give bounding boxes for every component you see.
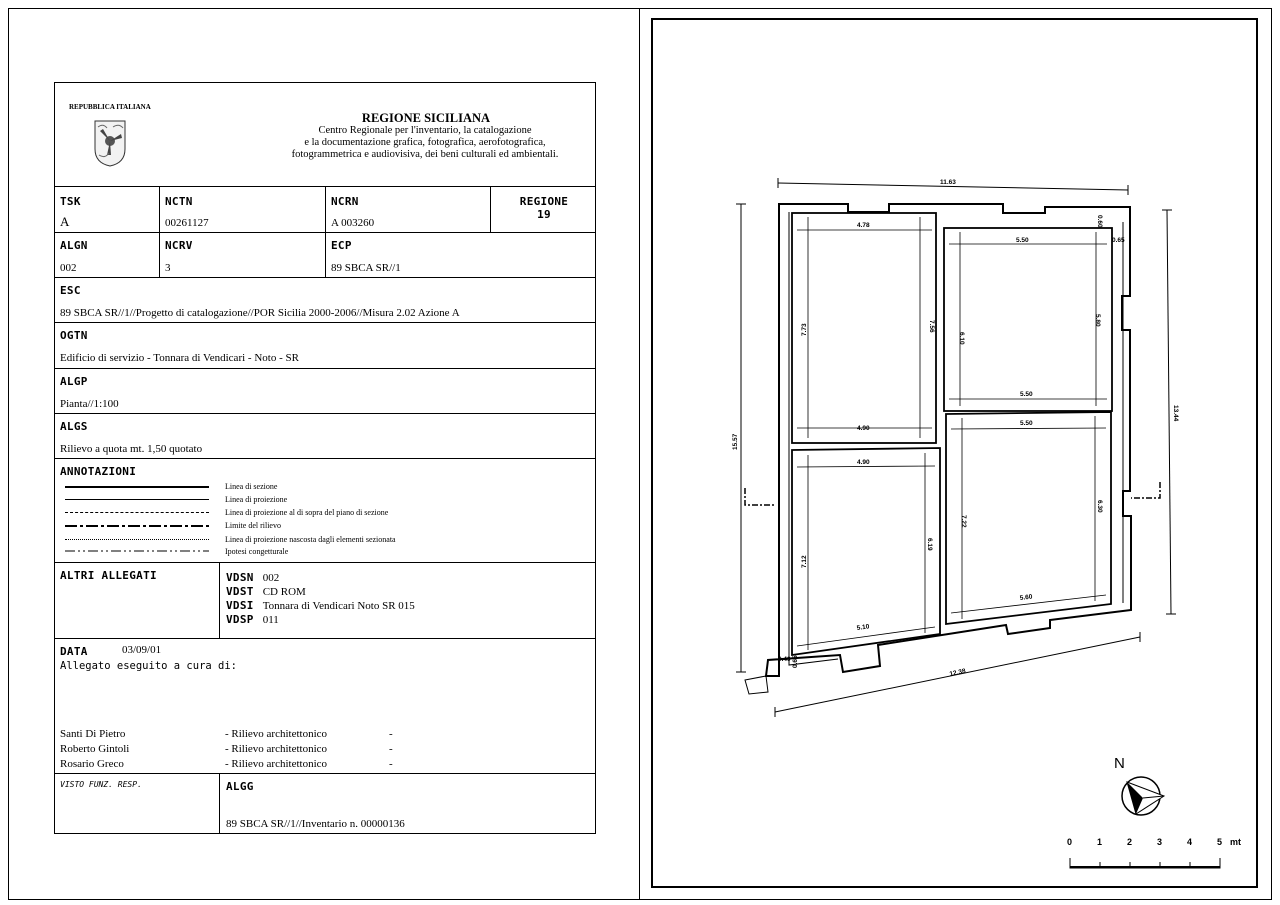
scale-label-4: 4 [1187,837,1193,847]
regione-label: REGIONE [519,195,569,208]
legend-text-proiezione: Linea di proiezione [225,495,288,504]
visto-label: VISTO FUNZ. RESP. [60,780,142,789]
algn-label: ALGN [60,239,88,252]
dim-r1-bottom: 4.90 [857,425,870,432]
algs-label: ALGS [60,420,88,433]
person-role-3: - Rilievo architettonico [225,758,328,770]
data-label: DATA [60,645,88,658]
esc-label: ESC [60,284,81,297]
scale-label-0: 0 [1067,837,1073,847]
ncrv-value: 3 [165,262,171,274]
scale-label-1: 1 [1097,837,1103,847]
annotazioni-label: ANNOTAZIONI [60,465,137,478]
algg-label: ALGG [226,780,254,793]
dim-r2-left: 6.10 [958,332,965,345]
vdsi-value: Tonnara di Vendicari Noto SR 015 [262,600,415,612]
dim-wall-tr2: 0.60 [1096,215,1103,228]
header-line-3: fotogrammetrica e audiovisiva, dei beni culturali ed ambientali. [291,149,559,160]
legend-text-sezione: Linea di sezione [225,482,278,491]
dim-r3-bottom: 5.10 [856,623,870,632]
tsk-label: TSK [60,195,81,208]
ncrn-label: NCRN [331,195,359,208]
dim-top-total: 11.63 [940,179,956,186]
north-arrow-icon [1122,777,1164,815]
tsk-value: A [60,214,70,229]
north-label: N [1114,755,1125,772]
legend-text-ipotesi: Ipotesi congetturale [225,547,289,556]
ecp-label: ECP [331,239,352,252]
person-name-3: Rosario Greco [60,758,124,770]
ogtn-value: Edificio di servizio - Tonnara di Vendicari - Noto - SR [60,352,299,364]
header-line-2: e la documentazione grafica, fotografica, aerofotografica, [304,137,546,148]
ecp-value: 89 SBCA SR//1 [331,262,401,274]
person-extra-2: - [389,743,393,755]
legend-text-sopra: Linea di proiezione al di sopra del piano di sezione [225,508,389,517]
dim-wall-tr: 0.65 [1112,237,1125,244]
dim-r4-right: 6.30 [1096,500,1103,513]
nctn-label: NCTN [165,195,193,208]
person-name-2: Roberto Gintoli [60,743,130,755]
dim-r4-top: 5.50 [1020,420,1033,427]
dim-r1-left: 7.73 [801,323,808,336]
dim-r2-top: 5.50 [1016,237,1029,244]
vdsp-value: 011 [262,614,279,626]
person-role-2: - Rilievo architettonico [225,743,328,755]
algs-value: Rilievo a quota mt. 1,50 quotato [60,443,203,455]
esc-value: 89 SBCA SR//1//Progetto di catalogazione//POR Sicilia 2000-2006//Misura 2.02 Azione A [60,307,460,319]
region-title: REGIONE SICILIANA [361,111,491,125]
algp-value: Pianta//1:100 [60,398,119,410]
algg-value: 89 SBCA SR//1//Inventario n. 00000136 [226,818,405,830]
dim-r4-bottom: 5.60 [1019,593,1033,602]
header-line-1: Centro Regionale per l'inventario, la catalogazione [318,125,532,136]
vdsp-key: VDSP [226,613,254,626]
algn-value: 002 [60,262,77,274]
dim-wall-bl2: 0.65 [792,655,799,668]
dim-r3-top: 4.90 [857,459,870,466]
person-name-1: Santi Di Pietro [60,728,126,740]
algp-label: ALGP [60,375,88,388]
dim-r3-right: 6.19 [926,538,933,551]
room-1 [792,213,936,443]
legend-text-limite: Limite del rilievo [225,521,281,530]
dim-r2-bottom: 5.50 [1020,391,1033,398]
vdsn-value: 002 [262,572,280,584]
ncrv-label: NCRV [165,239,193,252]
room-4 [946,412,1111,624]
dim-r3-left: 7.12 [801,555,808,568]
scale-label-5: 5 [1217,837,1223,847]
person-extra-1: - [389,728,393,740]
dim-left-total: 15.57 [732,433,739,450]
vdsn-key: VDSN [226,571,254,584]
data-note: Allegato eseguito a cura di: [60,660,238,672]
scale-bar [1070,858,1220,868]
person-role-1: - Rilievo architettonico [225,728,328,740]
scale-unit: mt [1230,837,1241,847]
data-date: 03/09/01 [122,644,162,656]
ncrn-value: A 003260 [331,217,375,229]
dim-r4-left: 7.22 [960,515,967,528]
dimension-lines [736,178,1176,717]
allegati-label: ALTRI ALLEGATI [60,569,157,582]
ogtn-label: OGTN [60,329,88,342]
nctn-value: 00261127 [165,217,209,229]
regione-value: 19 [537,208,551,221]
room-2 [944,228,1112,411]
vdsi-key: VDSI [226,599,254,612]
dim-right-total: 13.44 [1172,405,1179,422]
vdst-key: VDST [226,585,254,598]
dim-r2-right: 5.80 [1094,314,1101,327]
republic-label: REPUBBLICA ITALIANA [69,103,151,111]
legend-text-nascosta: Linea di proiezione nascosta dagli elementi sezionata [225,535,396,544]
vdst-value: CD ROM [262,586,306,598]
dim-bottom-total: 12.38 [948,667,967,678]
person-extra-3: - [389,758,393,770]
scale-label-2: 2 [1127,837,1133,847]
dim-r1-top: 4.78 [857,222,870,229]
dim-wall-bl: 0.40 [778,656,791,663]
dim-r1-right: 7.56 [928,320,935,333]
scale-label-3: 3 [1157,837,1163,847]
